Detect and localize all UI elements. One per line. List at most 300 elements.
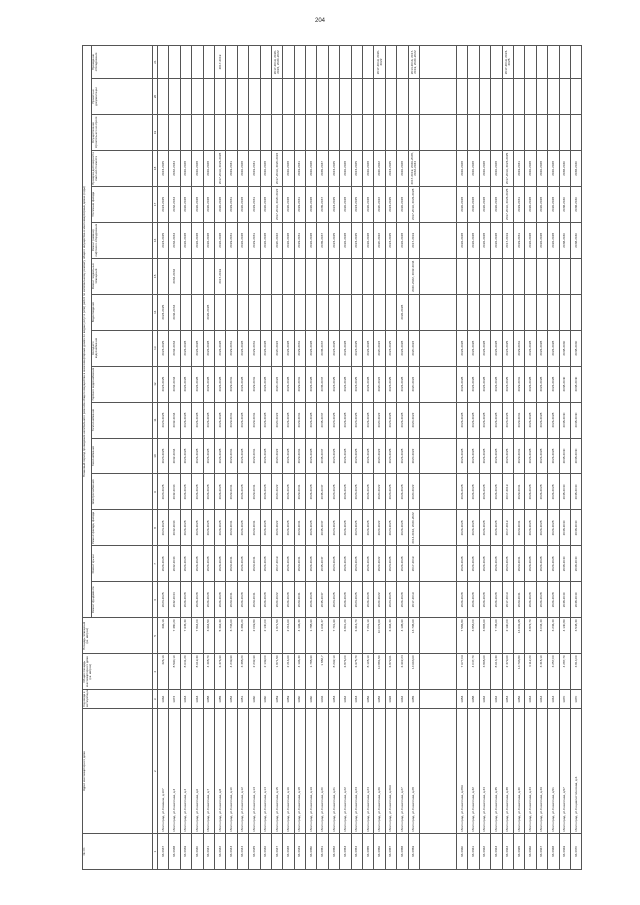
table-cell: 2026-2028 <box>214 546 225 582</box>
table-cell: 2017-2019 <box>408 546 419 582</box>
table-cell <box>525 294 536 330</box>
table-cell: 2026-2028 <box>397 582 408 618</box>
table-cell: 2029-2031 <box>249 510 260 546</box>
table-cell <box>226 114 237 150</box>
table-cell <box>260 294 271 330</box>
table-cell: 14 663,60 <box>408 654 419 690</box>
table-cell: 2032-2034 <box>169 546 180 582</box>
table-cell: 33.4359 <box>408 834 419 870</box>
table-cell: 2017-2019, 2023-2025 <box>502 46 513 79</box>
table-cell: 2023-2025 <box>328 150 339 186</box>
table-cell <box>513 114 524 150</box>
table-cell: 33.4361 <box>468 834 479 870</box>
table-cell <box>271 79 282 115</box>
table-cell: 2026-2028 <box>260 150 271 186</box>
table-cell: 2029-2031 <box>294 186 305 222</box>
table-cell <box>317 114 328 150</box>
table-cell: 2029-2031 <box>226 438 237 474</box>
table-cell <box>385 294 396 330</box>
table-cell <box>328 79 339 115</box>
table-cell: 2026-2028 <box>536 474 547 510</box>
table-cell: 2029-2031 <box>294 582 305 618</box>
table-cell: 2026-2028 <box>306 366 317 402</box>
column-number-cell: 14 <box>153 294 158 330</box>
table-cell: 3 872,70 <box>525 618 536 654</box>
table-cell: 33.4364 <box>502 834 513 870</box>
table-cell <box>192 46 203 79</box>
table-cell: 2017-2019 <box>408 582 419 618</box>
table-cell <box>351 114 362 150</box>
table-cell: 2026-2028 <box>180 402 191 438</box>
table-cell: 2026-2028 <box>479 402 490 438</box>
empty-cell <box>419 834 456 870</box>
table-cell <box>491 258 502 294</box>
table-cell: 2029-2031 <box>226 582 237 618</box>
table-cell <box>169 79 180 115</box>
table-cell: 2026-2028 <box>283 150 294 186</box>
table-cell: 13 631,95 <box>513 618 524 654</box>
table-cell <box>340 294 351 330</box>
table-cell <box>456 79 467 115</box>
table-row <box>226 46 237 870</box>
table-cell: 2026-2028 <box>260 366 271 402</box>
table-cell: 4 047,70 <box>468 654 479 690</box>
table-cell <box>260 46 271 79</box>
table-cell: 2029-2031 <box>226 150 237 186</box>
table-cell: 2026-2028 <box>192 438 203 474</box>
table-cell: 1953 <box>328 690 339 709</box>
table-cell: 33.4370 <box>570 834 581 870</box>
table-cell: 2026-2028 <box>340 474 351 510</box>
table-cell <box>491 114 502 150</box>
table-cell: 2020-2022 <box>374 366 385 402</box>
table-cell: 2026-2028 <box>192 402 203 438</box>
table-cell <box>317 294 328 330</box>
table-cell <box>294 46 305 79</box>
table-cell: 2023-2025 <box>158 330 169 366</box>
table-cell: 2026-2028 <box>283 582 294 618</box>
table-cell: 2026-2028 <box>363 366 374 402</box>
empty-cell <box>419 186 456 222</box>
table-cell: 2023-2025 <box>385 366 396 402</box>
table-cell: 2029-2031 <box>513 366 524 402</box>
table-cell: 2026-2028 <box>192 510 203 546</box>
table-cell <box>363 258 374 294</box>
table-cell: 2023-2025 <box>351 186 362 222</box>
table-cell: 1960 <box>294 690 305 709</box>
table-row <box>363 46 374 870</box>
table-cell: 2038-2040 <box>570 546 581 582</box>
table-row <box>502 46 513 870</box>
table-cell: 2020-2022 <box>374 474 385 510</box>
table-cell <box>570 114 581 150</box>
column-number-cell: 6 <box>153 582 158 618</box>
table-cell <box>479 46 490 79</box>
table-cell: г.Волгоград, ул.Советская, д.8 <box>214 709 225 834</box>
table-cell <box>249 46 260 79</box>
table-cell: 33.4369 <box>559 834 570 870</box>
header-cell: Утепление фасада <box>92 186 153 222</box>
table-cell: 2023-2025 <box>502 546 513 582</box>
table-cell: 14 793,80 <box>513 654 524 690</box>
table-cell: 2026-2028 <box>479 546 490 582</box>
table-cell: 2026-2028 <box>536 546 547 582</box>
table-cell: 2029-2031 <box>249 582 260 618</box>
header-cell: Холодного водоснабжения <box>92 330 153 366</box>
table-cell: 2029-2031 <box>513 474 524 510</box>
empty-cell <box>419 150 456 186</box>
table-cell <box>513 294 524 330</box>
table-cell <box>180 79 191 115</box>
table-cell: 33.4341 <box>203 834 214 870</box>
table-cell: 1955 <box>214 690 225 709</box>
table-cell: г.Волгоград, ул.Советская, д.44 <box>525 709 536 834</box>
table-row <box>385 46 396 870</box>
table-cell <box>271 114 282 150</box>
table-cell <box>192 114 203 150</box>
table-cell: 2029-2031 <box>249 402 260 438</box>
table-cell: 2035-2037 <box>317 402 328 438</box>
table-cell: 2029-2031 <box>294 330 305 366</box>
table-cell: 2026-2028 <box>237 402 248 438</box>
table-cell: 2026-2028 <box>283 546 294 582</box>
table-row <box>513 46 524 870</box>
table-cell: 2023-2025 <box>351 150 362 186</box>
table-cell: 2026-2028 <box>203 438 214 474</box>
table-row <box>536 46 547 870</box>
table-cell: 2026-2028 <box>479 186 490 222</box>
table-cell <box>328 294 339 330</box>
table-cell: 4 249,90 <box>226 654 237 690</box>
table-row <box>214 46 225 870</box>
table-cell: 1 871,50 <box>271 618 282 654</box>
table-cell <box>283 294 294 330</box>
table-cell: 2017-2019, 2023-2025 <box>502 150 513 186</box>
table-cell <box>306 46 317 79</box>
table-cell: 7 380,20 <box>169 618 180 654</box>
table-cell: 2026-2028 <box>306 222 317 258</box>
table-cell: 2026-2028 <box>491 510 502 546</box>
table-cell: 7 261,10 <box>363 618 374 654</box>
table-cell: 2032-2034 <box>169 510 180 546</box>
table-cell: 33.4358 <box>397 834 408 870</box>
table-cell <box>559 79 570 115</box>
table-cell <box>536 114 547 150</box>
table-cell: 2032-2034 <box>169 438 180 474</box>
table-cell: 2026-2028 <box>203 546 214 582</box>
table-cell: 2026-2028 <box>491 402 502 438</box>
table-cell: 2026-2028 <box>237 222 248 258</box>
table-cell: 2026-2028 <box>340 366 351 402</box>
table-cell: г.Волгоград, ул.Советская, д.3 <box>169 709 180 834</box>
table-cell: 2026-2028 <box>456 474 467 510</box>
table-cell: 2026-2028 <box>180 510 191 546</box>
table-cell: 33.4353 <box>340 834 351 870</box>
table-cell: 33.4362 <box>479 834 490 870</box>
table-cell: 2032-2034 <box>169 150 180 186</box>
table-row <box>351 46 362 870</box>
table-cell: 4 196,30 <box>294 654 305 690</box>
table-cell: 2026-2028 <box>491 438 502 474</box>
table-cell: 2026-2028 <box>363 582 374 618</box>
table-cell: 1988 <box>468 690 479 709</box>
table-cell: 2026-2028 <box>283 438 294 474</box>
table-cell: г.Волгоград, ул.Советская, д.32 <box>468 709 479 834</box>
table-cell: 2026-2028 <box>180 438 191 474</box>
table-cell: г.Волгоград, ул.Советская, д.15 <box>271 709 282 834</box>
column-number-cell: 9 <box>153 474 158 510</box>
table-cell: 2023-2025 <box>351 474 362 510</box>
table-cell <box>203 46 214 79</box>
table-cell <box>226 79 237 115</box>
table-cell: 2023-2025 <box>158 402 169 438</box>
table-cell: 2038-2040 <box>559 366 570 402</box>
table-cell: 7 945,30 <box>180 618 191 654</box>
table-cell: 2026-2028 <box>214 438 225 474</box>
table-row <box>306 46 317 870</box>
table-cell: 2023-2025 <box>158 294 169 330</box>
table-cell: 2026-2028 <box>214 186 225 222</box>
table-cell: 33.4350 <box>306 834 317 870</box>
table-cell: 2029-2031 <box>226 330 237 366</box>
table-cell: 1954 <box>502 690 513 709</box>
table-cell: 2026-2028 <box>363 510 374 546</box>
table-cell <box>158 258 169 294</box>
table-cell <box>385 79 396 115</box>
table-cell <box>363 114 374 150</box>
table-cell: 33.4338 <box>169 834 180 870</box>
table-cell: 2026-2028 <box>283 366 294 402</box>
table-cell: 2029-2031 <box>249 474 260 510</box>
table-cell: 2038-2040 <box>570 402 581 438</box>
table-cell: 2017-2019, 2026-2028 <box>214 150 225 186</box>
table-cell: 33.4354 <box>351 834 362 870</box>
table-cell <box>306 114 317 150</box>
table-cell: 2026-2028 <box>479 150 490 186</box>
empty-cell <box>419 79 456 115</box>
table-cell: 2038-2040 <box>570 510 581 546</box>
table-cell: 2026-2028 <box>214 474 225 510</box>
table-cell: 1960 <box>306 690 317 709</box>
table-cell: 2035-2037 <box>317 510 328 546</box>
header-cell: Ремонт фасада, фасада <box>92 510 153 546</box>
table-cell: 33.4356 <box>374 834 385 870</box>
table-cell <box>294 79 305 115</box>
table-cell: 33.4365 <box>513 834 524 870</box>
table-cell <box>260 258 271 294</box>
table-cell: 2026-2028 <box>180 474 191 510</box>
table-cell: 2026-2028 <box>491 186 502 222</box>
table-cell: г.Волгоград, ул.Советская, д.28А <box>456 709 467 834</box>
page-number: 204 <box>314 18 325 24</box>
table-cell: 2026-2028 <box>536 150 547 186</box>
table-header <box>83 46 158 870</box>
table-cell: г.Волгоград, ул.Советская, д.38 <box>502 709 513 834</box>
table-cell: 2026-2028 <box>479 474 490 510</box>
table-cell: 2017-2019, 2026-2028 <box>408 186 419 222</box>
table-cell: 2032-2034 <box>169 186 180 222</box>
table-cell: 2023-2025 <box>351 222 362 258</box>
table-row <box>317 46 328 870</box>
table-cell: 2026-2028 <box>340 330 351 366</box>
table-cell: г.Волгоград, ул.Советская, д.21 <box>328 709 339 834</box>
table-cell: 1955 <box>408 690 419 709</box>
table-cell: 2026-2028 <box>214 366 225 402</box>
table-cell: 2026-2028 <box>237 150 248 186</box>
table-cell: 2029-2031 <box>294 222 305 258</box>
table-cell <box>536 79 547 115</box>
empty-cell <box>419 402 456 438</box>
table-row <box>203 46 214 870</box>
table-cell: 2026-2028 <box>468 510 479 546</box>
table-cell: 2023-2025 <box>328 438 339 474</box>
table-cell <box>237 79 248 115</box>
table-cell <box>570 294 581 330</box>
table-cell <box>559 114 570 150</box>
table-cell <box>513 46 524 79</box>
table-cell: г.Волгоград, ул.Советская, д.19 <box>306 709 317 834</box>
table-cell <box>536 258 547 294</box>
table-cell: 2026-2028 <box>340 438 351 474</box>
table-cell: 2038-2040 <box>559 546 570 582</box>
table-row <box>559 46 570 870</box>
empty-cell <box>419 258 456 294</box>
table-row <box>294 46 305 870</box>
table-cell: 2026-2028 <box>479 366 490 402</box>
table-cell: 6 801,20 <box>340 618 351 654</box>
table-row <box>525 46 536 870</box>
table-cell: 2023-2025 <box>158 222 169 258</box>
table-cell: 2026-2028 <box>479 330 490 366</box>
table-cell: 2026-2028 <box>180 150 191 186</box>
table-cell: 2023-2025 <box>328 474 339 510</box>
table-cell: 2026-2028 <box>237 330 248 366</box>
table-cell: 2026-2028 <box>536 330 547 366</box>
table-cell <box>351 79 362 115</box>
table-cell: 2026-2028 <box>468 438 479 474</box>
table-cell: г.Волгоград, ул.Советская, д.20 <box>317 709 328 834</box>
table-cell: 2026-2028 <box>536 582 547 618</box>
table-cell <box>203 258 214 294</box>
table-cell: 1958 <box>203 690 214 709</box>
table-cell: 2020-2022 <box>408 330 419 366</box>
table-cell: 2017-2019, 2020-2022, 2020-2022 <box>271 46 282 79</box>
table-cell: 2029-2031 <box>294 474 305 510</box>
table-cell: 2029-2031 <box>294 438 305 474</box>
table-cell: 2023-2025 <box>351 438 362 474</box>
table-cell: 1963 <box>192 690 203 709</box>
table-cell <box>374 114 385 150</box>
table-cell <box>479 258 490 294</box>
column-number-cell: 17 <box>153 186 158 222</box>
table-cell: 2038-2040 <box>570 438 581 474</box>
table-cell: 2029-2031 <box>226 510 237 546</box>
table-cell: г.Волгоград, ул.Советская, д.27 <box>397 709 408 834</box>
table-cell <box>397 79 408 115</box>
table-cell: 2026-2028 <box>468 330 479 366</box>
table-cell: 2029-2031 <box>513 402 524 438</box>
table-cell <box>491 294 502 330</box>
table-cell: 2026-2028 <box>363 150 374 186</box>
table-cell: 3 548,30 <box>570 618 581 654</box>
table-cell: 2026-2028 <box>237 582 248 618</box>
table-cell <box>317 258 328 294</box>
table-cell <box>548 258 559 294</box>
table-cell <box>340 258 351 294</box>
table-cell: 2 130,00 <box>260 618 271 654</box>
table-cell: 2026-2028 <box>192 222 203 258</box>
table-cell: 2026-2028 <box>237 366 248 402</box>
table-cell: 1962 <box>397 690 408 709</box>
table-cell: 2026-2028 <box>491 150 502 186</box>
table-cell <box>397 258 408 294</box>
table-cell: 2023-2025 <box>328 510 339 546</box>
table-cell <box>294 294 305 330</box>
table-cell <box>525 114 536 150</box>
table-cell: 2035-2037 <box>317 546 328 582</box>
table-cell <box>169 46 180 79</box>
table-cell: 1964 <box>548 690 559 709</box>
table-cell: 2026-2028 <box>525 366 536 402</box>
column-number-cell: 15 <box>153 258 158 294</box>
empty-cell <box>419 690 456 709</box>
table-cell: 2026-2028 <box>260 186 271 222</box>
table-cell: 2038-2040 <box>570 186 581 222</box>
table-cell: г.Волгоград, ул.Советская, д.18 <box>294 709 305 834</box>
table-cell: 1964 <box>525 690 536 709</box>
table-cell: 4 287,70 <box>559 654 570 690</box>
table-cell <box>374 294 385 330</box>
table-cell <box>237 46 248 79</box>
table-cell <box>180 114 191 150</box>
table-cell <box>226 46 237 79</box>
table-cell: 2029-2031 <box>294 546 305 582</box>
table-cell: 2029-2031 <box>249 186 260 222</box>
table-cell: 2026-2028 <box>491 222 502 258</box>
table-cell: 2026-2028 <box>192 330 203 366</box>
table-cell <box>283 114 294 150</box>
table-cell: 2017-2019 <box>408 222 419 258</box>
table-cell <box>385 46 396 79</box>
table-cell <box>283 79 294 115</box>
table-cell <box>340 114 351 150</box>
table-cell: 2026-2028 <box>548 222 559 258</box>
table-cell: 33.4367 <box>536 834 547 870</box>
table-cell: г.Волгоград, ул.Советская, д.7 <box>203 709 214 834</box>
table-row <box>479 46 490 870</box>
table-cell: 2029-2031 <box>249 222 260 258</box>
table-cell: 2023-2025 <box>385 222 396 258</box>
table-cell: 7 735,60 <box>491 618 502 654</box>
table-cell: 2026-2028 <box>214 222 225 258</box>
table-gap-row <box>419 46 456 870</box>
table-cell: 2026-2028 <box>180 366 191 402</box>
table-cell <box>536 294 547 330</box>
table-cell: 33.4360 <box>456 834 467 870</box>
table-cell: 2020-2022 <box>271 366 282 402</box>
table-cell: 33.4348 <box>283 834 294 870</box>
column-number-cell: 12 <box>153 366 158 402</box>
table-cell: 33.4345 <box>249 834 260 870</box>
column-number-cell: 19 <box>153 114 158 150</box>
column-number-cell: 10 <box>153 438 158 474</box>
table-cell <box>525 79 536 115</box>
header-cell: Ремонт подвальных помещений <box>92 258 153 294</box>
table-cell <box>456 114 467 150</box>
table-cell <box>491 46 502 79</box>
table-cell: 2017-2019 <box>214 46 225 79</box>
table-cell: 2026-2028 <box>306 330 317 366</box>
